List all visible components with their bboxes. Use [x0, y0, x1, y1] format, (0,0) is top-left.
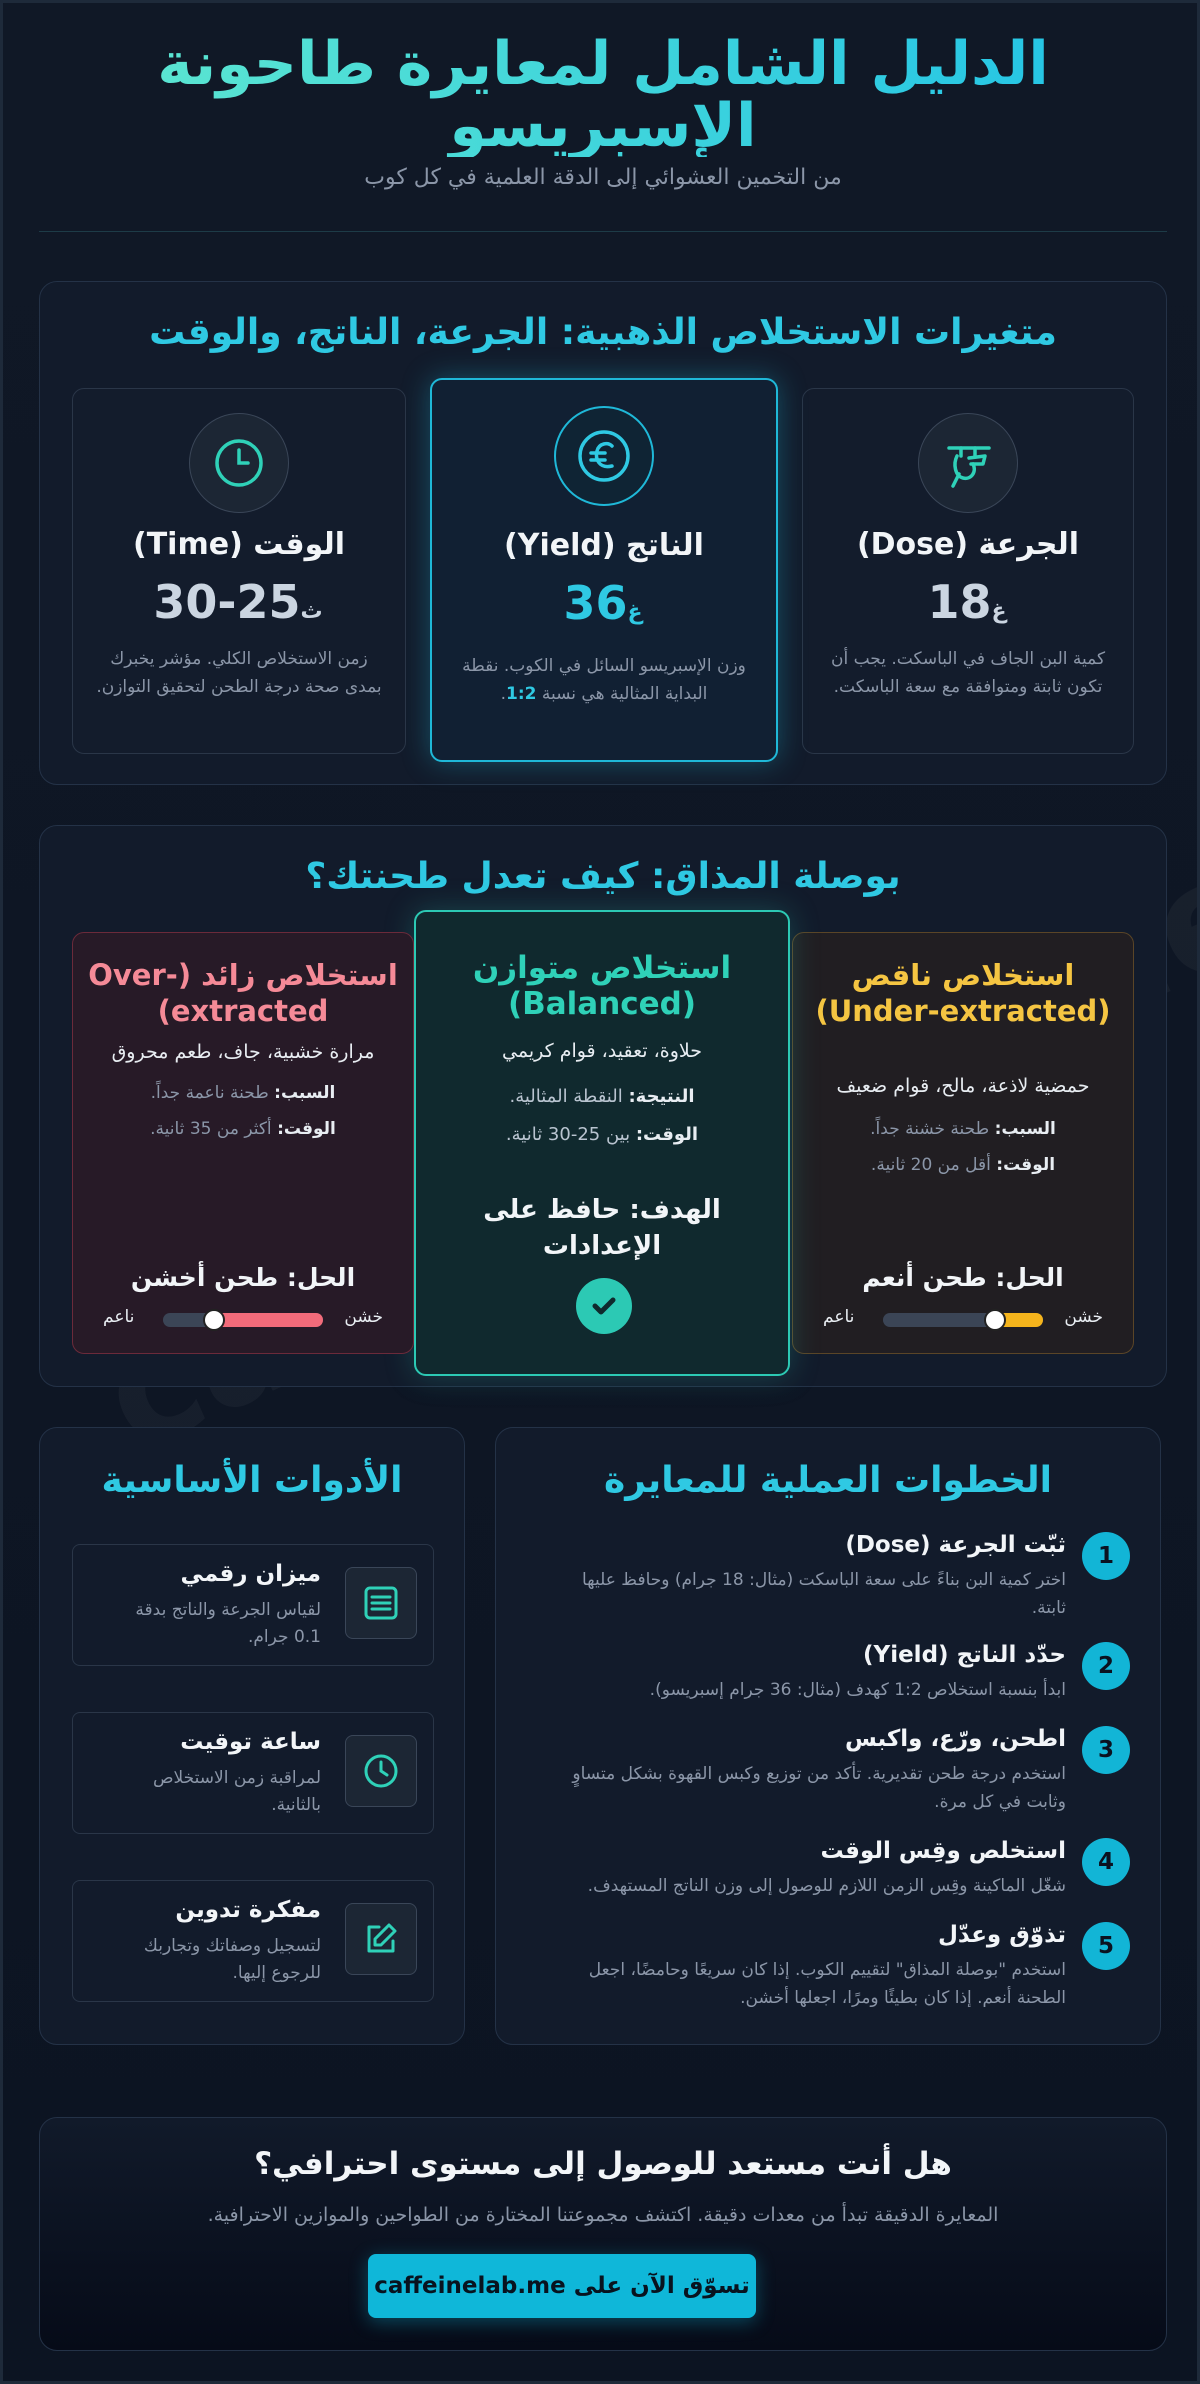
step-2-description: ابدأ بنسبة استخلاص 1:2 كهدف (مثال: 36 جرام إسبريسو).	[649, 1680, 1066, 1700]
compass-title: بوصلة المذاق: كيف تعدل طحنتك؟	[305, 856, 901, 897]
over-fine-label: ناعم	[103, 1307, 135, 1327]
over-grind-slider	[103, 1307, 383, 1331]
time-card	[72, 388, 406, 754]
step-3-number: 3	[1082, 1726, 1130, 1774]
step-2-title: حدّد الناتج (Yield)	[863, 1642, 1066, 1668]
clock-icon	[189, 413, 289, 513]
tools-section	[39, 1427, 465, 2045]
steps-title: الخطوات العملية للمعايرة	[604, 1460, 1052, 1501]
yield-value: غ36	[563, 576, 643, 630]
variables-section	[39, 281, 1167, 785]
scale-icon	[345, 1567, 417, 1639]
notebook-icon	[345, 1903, 417, 1975]
tool-timer-description: لمراقبة زمن الاستخلاص بالثانية.	[152, 1768, 321, 1815]
under-cause: السبب: طحنة خشنة جداً.	[870, 1119, 1056, 1139]
under-slider-track	[883, 1313, 1043, 1327]
step-5-number: 5	[1082, 1922, 1130, 1970]
portafilter-icon	[918, 413, 1018, 513]
over-coarse-label: خشن	[344, 1307, 383, 1327]
under-coarse-label: خشن	[1064, 1307, 1103, 1327]
over-extracted-card	[72, 932, 414, 1354]
balanced-taste: حلاوة، تعقيد، قوام كريمي	[502, 1040, 702, 1062]
dose-description: كمية البن الجاف في الباسكت. يجب أن تكون ثابتة ومتوافقة مع سعة الباسكت.	[830, 649, 1106, 697]
step-1-number: 1	[1082, 1532, 1130, 1580]
tools-title: الأدوات الأساسية	[101, 1460, 403, 1501]
step-1-description: اختر كمية البن بناءً على سعة الباسكت (مثال: 18 جرام) وحافظ عليها ثابتة.	[581, 1570, 1066, 1618]
balanced-card	[414, 910, 790, 1376]
euro-coin-icon	[554, 406, 654, 506]
cta-title: هل أنت مستعد للوصول إلى مستوى احترافي؟	[254, 2146, 952, 2182]
yield-description: وزن الإسبريسو السائل في الكوب. نقطة البداية المثالية هي نسبة 1:2.	[462, 656, 746, 704]
under-title: استخلاص ناقص (Under-extracted)	[815, 958, 1111, 1028]
over-slider-fill	[214, 1313, 323, 1327]
variables-title: متغيرات الاستخلاص الذهبية: الجرعة، الناتج، والوقت	[149, 312, 1057, 353]
time-name: الوقت (Time)	[133, 527, 345, 562]
over-cause: السبب: طحنة ناعمة جداً.	[150, 1083, 336, 1103]
check-icon	[576, 1278, 632, 1334]
shop-now-button[interactable]: تسوّق الآن على caffeinelab.me	[368, 2254, 756, 2318]
header-divider	[39, 231, 1167, 232]
step-5-title: تذوّق وعدّل	[937, 1922, 1066, 1948]
balanced-goal: الهدف: حافظ على الإعدادات	[483, 1195, 721, 1261]
under-slider-knob	[984, 1309, 1006, 1331]
under-grind-slider	[823, 1307, 1103, 1331]
step-4-description: شغّل الماكينة وقِس الزمن اللازم للوصول إلى وزن الناتج المستهدف.	[587, 1876, 1066, 1896]
tool-timer	[72, 1712, 434, 1834]
step-2-number: 2	[1082, 1642, 1130, 1690]
yield-name: الناتج (Yield)	[504, 528, 704, 563]
step-4-number: 4	[1082, 1838, 1130, 1886]
page-subtitle: من التخمين العشوائي إلى الدقة العلمية في كل كوب	[364, 165, 842, 190]
tool-scale-name: ميزان رقمي	[180, 1561, 321, 1587]
cta-section	[39, 2117, 1167, 2351]
under-taste: حمضية لاذعة، مالح، قوام ضعيف	[836, 1075, 1090, 1097]
steps-section	[495, 1427, 1161, 2045]
tool-notebook-description: لتسجيل وصفاتك وتجاربك للرجوع إليها.	[143, 1936, 321, 1983]
tool-scale-description: لقياس الجرعة والناتج بدقة 0.1 جرام.	[135, 1600, 321, 1647]
under-fix: الحل: طحن أنعم	[862, 1263, 1064, 1292]
over-title: استخلاص زائد (Over-extracted)	[88, 958, 398, 1028]
over-taste: مرارة خشبية، جاف، طعم محروق	[111, 1041, 375, 1063]
page-title: الدليل الشامل لمعايرة طاحونة الإسبريسو	[83, 33, 1123, 157]
timer-icon	[345, 1735, 417, 1807]
over-fix: الحل: طحن أخشن	[130, 1263, 356, 1292]
dose-value: غ18	[927, 575, 1007, 629]
under-time: الوقت: أقل من 20 ثانية.	[870, 1155, 1056, 1175]
dose-card	[802, 388, 1134, 754]
over-slider-track	[163, 1313, 323, 1327]
step-4-title: استخلص وقِس الوقت	[820, 1838, 1066, 1864]
step-3-description: استخدم درجة طحن تقديرية. تأكد من توزيع وكبس القهوة بشكل متساوٍ وثابت في كل مرة.	[572, 1764, 1066, 1812]
balanced-title: استخلاص متوازن (Balanced)	[472, 950, 732, 1022]
balanced-time: الوقت: بين 25-30 ثانية.	[505, 1124, 699, 1145]
time-description: زمن الاستخلاص الكلي. مؤشر يخبرك بمدى صحة درجة الطحن لتحقيق التوازن.	[96, 649, 382, 697]
step-1-title: ثبّت الجرعة (Dose)	[845, 1532, 1066, 1558]
time-value: ث25-30	[153, 575, 323, 629]
tool-notebook-name: مفكرة تدوين	[175, 1897, 321, 1923]
step-5-description: استخدم "بوصلة المذاق" لتقييم الكوب. إذا كان سريعًا وحامضًا، اجعل الطحنة أنعم. إذا كان بطيئًا ومرًا، اجعلها أخشن.	[588, 1960, 1066, 2008]
yield-card	[430, 378, 778, 762]
under-fine-label: ناعم	[823, 1307, 855, 1327]
step-3-title: اطحن، ورّع، واكبس	[844, 1726, 1066, 1752]
tool-notebook	[72, 1880, 434, 2002]
over-slider-knob	[203, 1309, 225, 1331]
under-extracted-card	[792, 932, 1134, 1354]
yield-ratio: 1:2	[506, 684, 537, 704]
compass-section	[39, 825, 1167, 1387]
cta-subtitle: المعايرة الدقيقة تبدأ من معدات دقيقة. اكتشف مجموعتنا المختارة من الطواحين والموازين الاحترافية.	[207, 2204, 999, 2226]
tool-scale	[72, 1544, 434, 1666]
dose-name: الجرعة (Dose)	[856, 527, 1080, 562]
tool-timer-name: ساعة توقيت	[180, 1729, 321, 1755]
over-time: الوقت: أكثر من 35 ثانية.	[150, 1119, 336, 1139]
balanced-result: النتيجة: النقطة المثالية.	[509, 1086, 695, 1107]
